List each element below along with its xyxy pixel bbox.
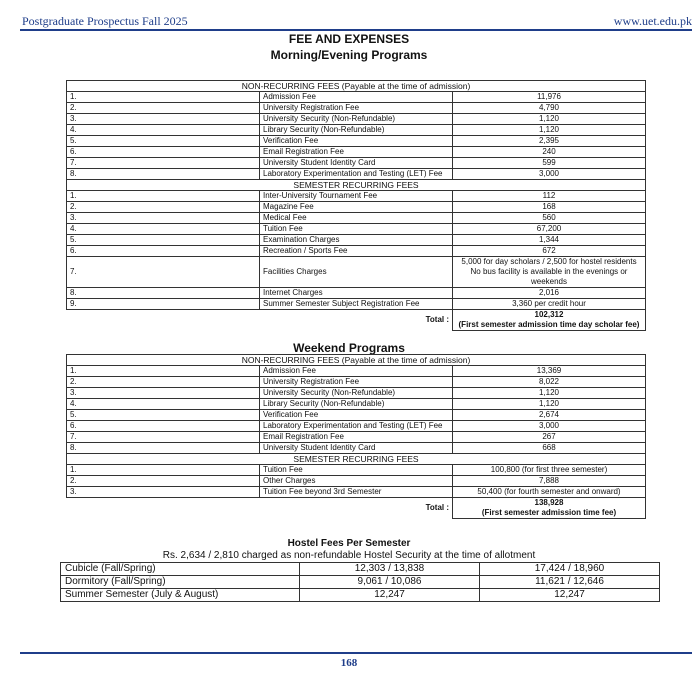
serial-number: 1.	[67, 92, 260, 103]
hostel-fee-b: 17,424 / 18,960	[480, 563, 660, 576]
hostel-fee-table	[60, 562, 660, 602]
morning-fee-table	[66, 80, 646, 331]
fee-name: Facilities Charges	[260, 257, 453, 288]
serial-number: 6.	[67, 421, 260, 432]
table-row	[67, 202, 646, 213]
hostel-type: Cubicle (Fall/Spring)	[61, 563, 300, 576]
table-row	[67, 125, 646, 136]
fee-name: Email Registration Fee	[260, 147, 453, 158]
table-row	[67, 377, 646, 388]
fee-amount: 8,022	[453, 377, 646, 388]
table-row	[67, 299, 646, 310]
fee-name: Email Registration Fee	[260, 432, 453, 443]
table-row	[67, 432, 646, 443]
table-row	[67, 147, 646, 158]
fee-amount: 3,360 per credit hour	[453, 299, 646, 310]
hostel-fee-b: 11,621 / 12,646	[480, 576, 660, 589]
weekend-title: Weekend Programs	[293, 341, 405, 355]
page-subtitle: Morning/Evening Programs	[270, 48, 428, 62]
hostel-type: Summer Semester (July & August)	[61, 589, 300, 602]
hostel-note: Rs. 2,634 / 2,810 charged as non-refundable Hostel Security at the time of allotment	[162, 550, 536, 561]
fee-name: University Security (Non-Refundable)	[260, 388, 453, 399]
fee-amount: 2,395	[453, 136, 646, 147]
morning-nonrec-heading	[67, 81, 646, 92]
hostel-fee-b: 12,247	[480, 589, 660, 602]
weekend-nonrec-heading-label: NON-RECURRING FEES (Payable at the time of admission)	[67, 355, 646, 366]
total-note: (First semester admission time fee)	[481, 508, 617, 517]
fee-name: Library Security (Non-Refundable)	[260, 399, 453, 410]
total-label: Total :	[425, 315, 449, 325]
table-row	[67, 421, 646, 432]
serial-number: 7.	[67, 432, 260, 443]
blank-cell	[67, 498, 260, 519]
fee-amount: 560	[453, 213, 646, 224]
fee-amount: 1,120	[453, 114, 646, 125]
total-label: Total :	[425, 503, 449, 513]
fee-amount: 668	[453, 443, 646, 454]
serial-number: 3.	[67, 114, 260, 125]
fee-name: Medical Fee	[260, 213, 453, 224]
fee-name: Examination Charges	[260, 235, 453, 246]
fee-name: University Student Identity Card	[260, 158, 453, 169]
table-row	[67, 169, 646, 180]
fee-amount: 1,120	[453, 125, 646, 136]
table-row	[67, 399, 646, 410]
fee-name: Admission Fee	[260, 92, 453, 103]
page-title: FEE AND EXPENSES	[288, 32, 410, 46]
fee-amount: 1,120	[453, 388, 646, 399]
table-row	[67, 476, 646, 487]
table-row	[67, 191, 646, 202]
total-amount	[453, 498, 646, 519]
fee-name: Admission Fee	[260, 366, 453, 377]
fee-amount: 50,400 (for fourth semester and onward)	[453, 487, 646, 498]
table-row	[67, 487, 646, 498]
serial-number: 1.	[67, 366, 260, 377]
fee-amount: 599	[453, 158, 646, 169]
blank-cell	[67, 310, 260, 331]
fee-amount: 2,674	[453, 410, 646, 421]
fee-amount: 168	[453, 202, 646, 213]
serial-number: 5.	[67, 410, 260, 421]
fee-amount: 240	[453, 147, 646, 158]
facilities-row	[67, 257, 646, 288]
table-row	[67, 235, 646, 246]
serial-number: 2.	[67, 103, 260, 114]
table-row	[67, 246, 646, 257]
serial-number: 5.	[67, 235, 260, 246]
fee-name: Summer Semester Subject Registration Fee	[260, 299, 453, 310]
weekend-rec-heading-label: SEMESTER RECURRING FEES	[67, 454, 646, 465]
total-note: (First semester admission time day scholar fee)	[458, 320, 640, 329]
fee-name: Magazine Fee	[260, 202, 453, 213]
fee-name: University Registration Fee	[260, 377, 453, 388]
serial-number: 8.	[67, 443, 260, 454]
table-row	[67, 224, 646, 235]
fee-amount: 67,200	[453, 224, 646, 235]
serial-number: 4.	[67, 224, 260, 235]
serial-number: 8.	[67, 288, 260, 299]
hostel-fee-a: 12,303 / 13,838	[300, 563, 480, 576]
table-row	[67, 213, 646, 224]
prospectus-title: Postgraduate Prospectus Fall 2025	[22, 14, 188, 28]
fee-name: Recreation / Sports Fee	[260, 246, 453, 257]
serial-number: 5.	[67, 136, 260, 147]
fee-amount: 100,800 (for first three semester)	[453, 465, 646, 476]
fee-name: Laboratory Experimentation and Testing (LET) Fee	[260, 421, 453, 432]
table-row	[67, 288, 646, 299]
weekend-total-row	[67, 498, 646, 519]
morning-rec-heading-label: SEMESTER RECURRING FEES	[67, 180, 646, 191]
total-amount	[453, 310, 646, 331]
serial-number: 3.	[67, 487, 260, 498]
fee-amount: 112	[453, 191, 646, 202]
fee-amount: 3,000	[453, 169, 646, 180]
hostel-row	[61, 589, 660, 602]
serial-number: 3.	[67, 213, 260, 224]
fee-amount: 672	[453, 246, 646, 257]
table-row	[67, 388, 646, 399]
hostel-type: Dormitory (Fall/Spring)	[61, 576, 300, 589]
serial-number: 1.	[67, 191, 260, 202]
fee-name: Other Charges	[260, 476, 453, 487]
morning-nonrec-heading-label: NON-RECURRING FEES (Payable at the time of admission)	[67, 81, 646, 92]
serial-number: 6.	[67, 147, 260, 158]
fee-amount: 4,790	[453, 103, 646, 114]
table-row	[67, 136, 646, 147]
table-row	[67, 443, 646, 454]
weekend-nonrec-heading	[67, 355, 646, 366]
fee-name: University Security (Non-Refundable)	[260, 114, 453, 125]
fee-name: Verification Fee	[260, 136, 453, 147]
serial-number: 2.	[67, 476, 260, 487]
fee-amount: 2,016	[453, 288, 646, 299]
total-value: 138,928	[534, 498, 564, 507]
serial-number: 2.	[67, 202, 260, 213]
morning-total-row	[67, 310, 646, 331]
morning-rec-heading	[67, 180, 646, 191]
fee-name: Laboratory Experimentation and Testing (LET) Fee	[260, 169, 453, 180]
table-row	[67, 114, 646, 125]
fee-name: University Registration Fee	[260, 103, 453, 114]
serial-number: 3.	[67, 388, 260, 399]
hostel-fee-a: 9,061 / 10,086	[300, 576, 480, 589]
serial-number: 2.	[67, 377, 260, 388]
fee-name: Tuition Fee	[260, 465, 453, 476]
fee-amount: 11,976	[453, 92, 646, 103]
table-row	[67, 103, 646, 114]
table-row	[67, 410, 646, 421]
hostel-fee-a: 12,247	[300, 589, 480, 602]
fee-amount: 1,344	[453, 235, 646, 246]
fee-name: Tuition Fee	[260, 224, 453, 235]
hostel-row	[61, 576, 660, 589]
page-header	[0, 0, 698, 30]
serial-number: 8.	[67, 169, 260, 180]
hostel-title: Hostel Fees Per Semester	[287, 538, 411, 549]
website-link[interactable]: www.uet.edu.pk	[613, 14, 692, 28]
header-rule	[20, 29, 692, 31]
page-number: 168	[340, 657, 358, 669]
fee-amount: 267	[453, 432, 646, 443]
fee-name: Internet Charges	[260, 288, 453, 299]
fee-name: Verification Fee	[260, 410, 453, 421]
serial-number: 1.	[67, 465, 260, 476]
serial-number: 9.	[67, 299, 260, 310]
serial-number: 4.	[67, 399, 260, 410]
table-row	[67, 92, 646, 103]
serial-number: 4.	[67, 125, 260, 136]
serial-number: 6.	[67, 246, 260, 257]
hostel-row	[61, 563, 660, 576]
fee-amount: 1,120	[453, 399, 646, 410]
footer-rule	[20, 652, 692, 654]
serial-number: 7.	[67, 158, 260, 169]
table-row	[67, 158, 646, 169]
fee-name: University Student Identity Card	[260, 443, 453, 454]
fee-name: Inter-University Tournament Fee	[260, 191, 453, 202]
fee-amount: 5,000 for day scholars / 2,500 for hostel residents No bus facility is available in the evenings or weekends	[453, 257, 646, 288]
fee-amount: 3,000	[453, 421, 646, 432]
table-row	[67, 366, 646, 377]
table-row	[67, 465, 646, 476]
fee-amount: 13,369	[453, 366, 646, 377]
fee-name: Library Security (Non-Refundable)	[260, 125, 453, 136]
total-value: 102,312	[534, 310, 564, 319]
serial-number: 7.	[67, 257, 260, 288]
weekend-rec-heading	[67, 454, 646, 465]
weekend-fee-table	[66, 354, 646, 519]
fee-name: Tuition Fee beyond 3rd Semester	[260, 487, 453, 498]
fee-amount: 7,888	[453, 476, 646, 487]
